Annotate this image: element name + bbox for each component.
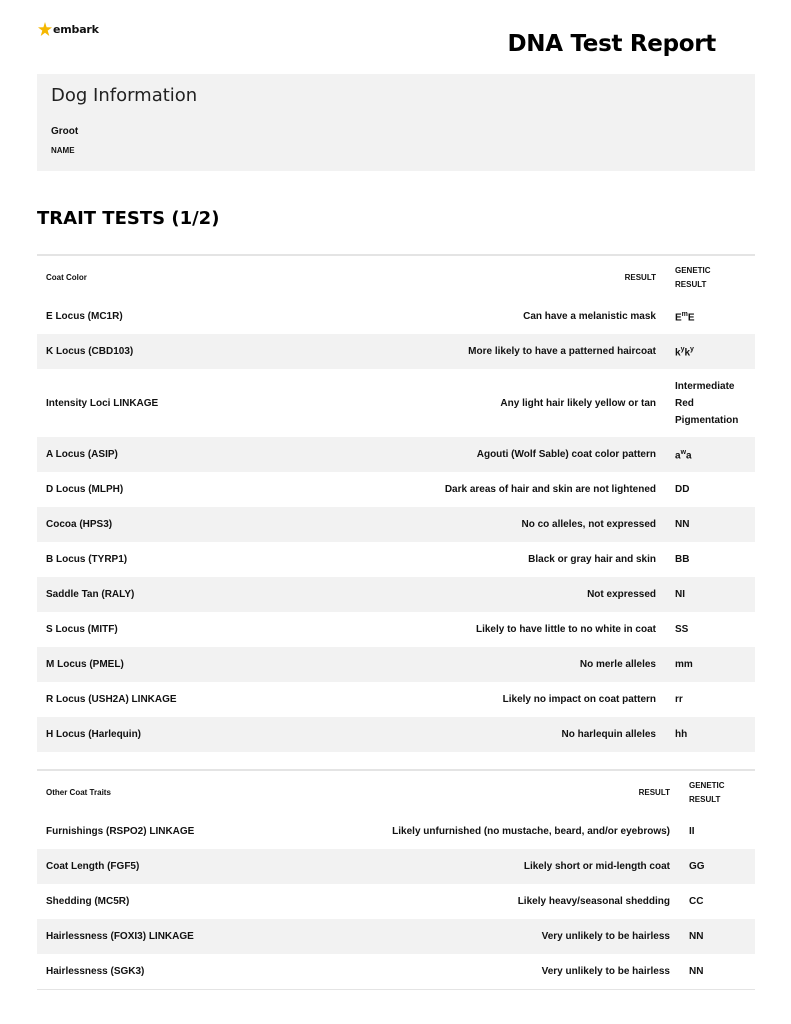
table-row [37, 647, 755, 682]
trait-result: Likely unfurnished (no mustache, beard, and/or eyebrows) [392, 826, 670, 837]
table-row [37, 717, 755, 752]
table-row [37, 369, 755, 437]
dog-name-value: Groot [51, 126, 79, 137]
table-bottom-divider [37, 989, 755, 990]
table-header-row [37, 770, 755, 814]
trait-result: Agouti (Wolf Sable) coat color pattern [476, 449, 656, 460]
genetic-result: hh [675, 729, 688, 740]
other-coat-traits-table [37, 769, 755, 989]
trait-name: M Locus (PMEL) [46, 659, 124, 670]
embark-logo [38, 20, 99, 38]
trait-result: No harlequin alleles [561, 729, 656, 740]
table-row [37, 437, 755, 472]
table-row [37, 472, 755, 507]
trait-result: Black or gray hair and skin [528, 554, 656, 565]
table-row [37, 919, 755, 954]
category-header: Other Coat Traits [37, 770, 357, 814]
trait-result: Can have a melanistic mask [523, 311, 656, 322]
trait-result: Likely heavy/seasonal shedding [517, 896, 670, 907]
coat-color-table [37, 254, 755, 752]
trait-name: R Locus (USH2A) LINKAGE [46, 694, 177, 705]
trait-name: D Locus (MLPH) [46, 484, 124, 495]
table-header-row [37, 255, 755, 299]
table-row [37, 507, 755, 542]
genetic-result: II [689, 826, 695, 837]
dog-name-label: NAME [51, 146, 75, 155]
trait-result: No merle alleles [579, 659, 656, 670]
category-header: Coat Color [37, 255, 357, 299]
report-title: DNA Test Report [507, 31, 716, 57]
trait-result: Not expressed [587, 589, 656, 600]
genetic-result-header: GENETIC RESULT [689, 770, 755, 814]
trait-result: Very unlikely to be hairless [541, 931, 670, 942]
genetic-result: GG [689, 861, 705, 872]
genetic-result: CC [689, 896, 704, 907]
trait-name: K Locus (CBD103) [46, 346, 134, 357]
trait-result: Likely no impact on coat pattern [502, 694, 656, 705]
genetic-result: $k^yk^y$ [675, 346, 694, 359]
genetic-result: mm [675, 659, 693, 670]
table-row [37, 612, 755, 647]
genetic-result: SS [675, 624, 689, 635]
genetic-result: NN [689, 966, 704, 977]
trait-name: H Locus (Harlequin) [46, 729, 142, 740]
genetic-result: NN [689, 931, 704, 942]
trait-name: Intensity Loci LINKAGE [46, 397, 159, 409]
table-row [37, 849, 755, 884]
trait-name: A Locus (ASIP) [46, 449, 118, 460]
table-row [37, 954, 755, 989]
trait-name: Shedding (MC5R) [46, 896, 130, 907]
genetic-result: DD [675, 484, 690, 495]
trait-result: Dark areas of hair and skin are not lightened [444, 484, 656, 495]
trait-name: Cocoa (HPS3) [46, 519, 113, 530]
section-title: TRAIT TESTS (1/2) [37, 208, 220, 229]
dog-information-title: Dog Information [51, 85, 198, 106]
genetic-result: NI [675, 589, 685, 600]
genetic-result: $a^wa$ [675, 449, 692, 462]
result-header: RESULT [357, 255, 675, 299]
genetic-result: rr [675, 694, 683, 705]
trait-name: Hairlessness (FOXI3) LINKAGE [46, 931, 194, 942]
table-row [37, 884, 755, 919]
trait-name: E Locus (MC1R) [46, 311, 123, 322]
trait-result: No co alleles, not expressed [521, 519, 656, 530]
trait-result: Any light hair likely yellow or tan [500, 397, 656, 409]
table-row [37, 334, 755, 369]
table-row [37, 577, 755, 612]
genetic-result: $E^mE$ [675, 311, 695, 324]
result-header: RESULT [357, 770, 689, 814]
table-row [37, 299, 755, 334]
trait-name: Furnishings (RSPO2) LINKAGE [46, 826, 195, 837]
genetic-result: NN [675, 519, 690, 530]
genetic-result: Intermediate Red Pigmentation [675, 380, 739, 426]
trait-name: S Locus (MITF) [46, 624, 118, 635]
trait-name: B Locus (TYRP1) [46, 554, 128, 565]
trait-name: Coat Length (FGF5) [46, 861, 140, 872]
trait-result: Likely short or mid-length coat [523, 861, 670, 872]
star-icon [38, 22, 52, 36]
table-row [37, 814, 755, 849]
table-row [37, 682, 755, 717]
table-row [37, 542, 755, 577]
logo-text: embark [53, 22, 99, 36]
dog-information-panel [37, 74, 755, 171]
genetic-result: BB [675, 554, 690, 565]
genetic-result-header: GENETIC RESULT [675, 255, 755, 299]
trait-name: Hairlessness (SGK3) [46, 966, 145, 977]
trait-name: Saddle Tan (RALY) [46, 589, 135, 600]
trait-result: Very unlikely to be hairless [541, 966, 670, 977]
trait-result: Likely to have little to no white in coat [475, 624, 656, 635]
trait-result: More likely to have a patterned haircoat [468, 346, 656, 357]
